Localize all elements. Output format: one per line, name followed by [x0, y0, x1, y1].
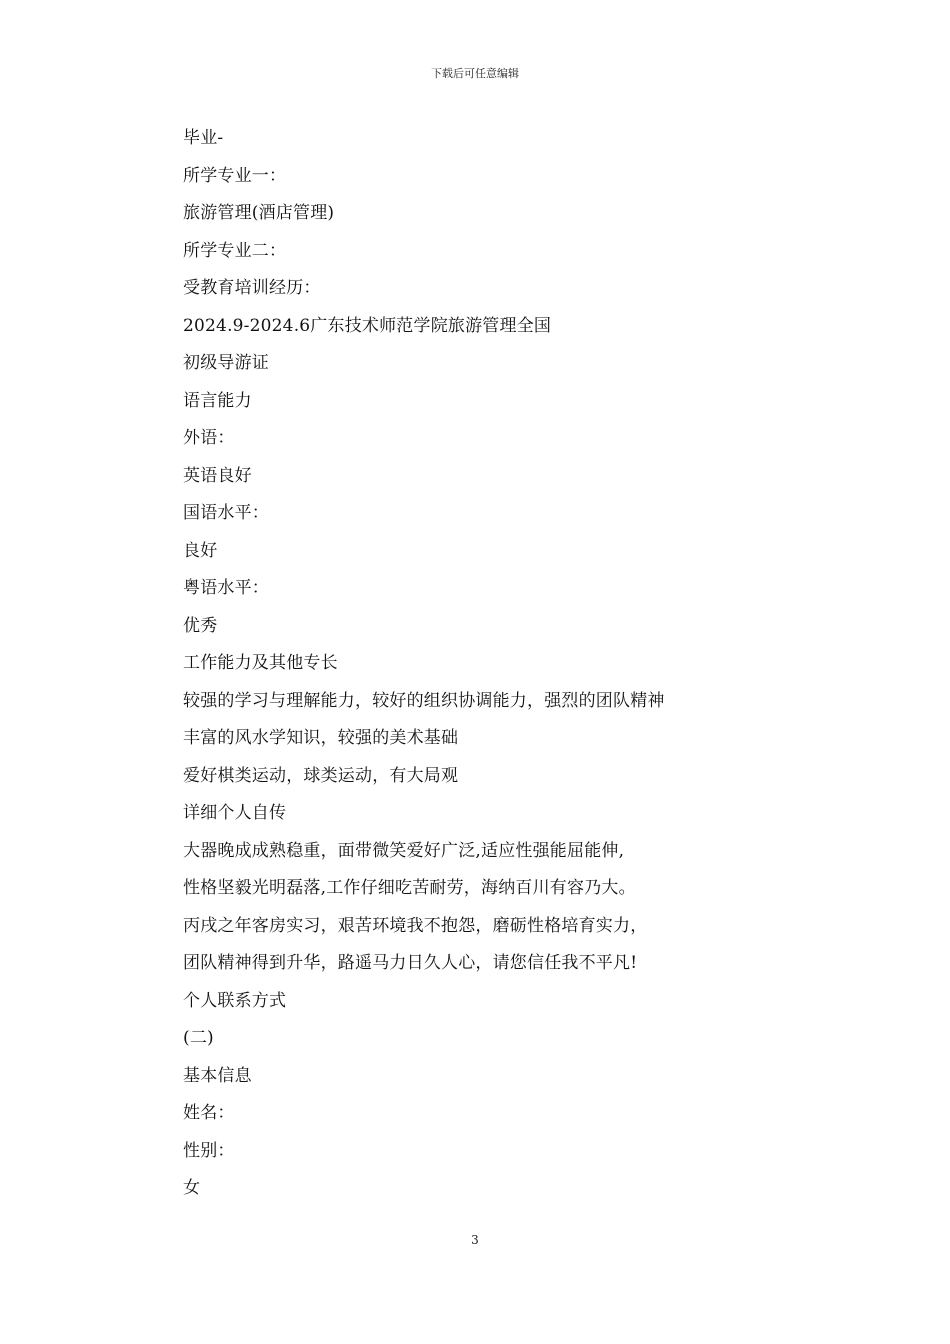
page-header: 下载后可任意编辑 — [431, 67, 519, 80]
text-line: 语言能力 — [183, 390, 252, 411]
text-line: 优秀 — [183, 615, 218, 636]
text-line: 团队精神得到升华，路遥马力日久人心，请您信任我不平凡! — [183, 953, 638, 973]
text-line: 旅游管理(酒店管理) — [183, 203, 335, 223]
text-line: 受教育培训经历： — [183, 278, 321, 298]
text-line: 较强的学习与理解能力，较好的组织协调能力，强烈的团队精神 — [183, 690, 665, 711]
text-line: 丙戌之年客房实习，艰苦环境我不抱怨，磨砺性格培育实力， — [183, 915, 648, 936]
text-line: 大器晚成成熟稳重，面带微笑爱好广泛,适应性强能屈能伸, — [183, 840, 625, 861]
text-line: 所学专业一： — [183, 165, 287, 186]
text-line: 丰富的风水学知识，较强的美术基础 — [183, 728, 459, 748]
text-line: 毕业- — [183, 128, 224, 148]
text-line: 基本信息 — [183, 1065, 252, 1086]
text-line: 国语水平： — [183, 503, 269, 523]
text-line: 初级导游证 — [183, 353, 269, 373]
document-body — [183, 120, 823, 1208]
text-line: 性格坚毅光明磊落,工作仔细吃苦耐劳，海纳百川有容乃大。 — [183, 878, 636, 898]
text-line: 良好 — [183, 540, 218, 561]
text-line: 性别： — [183, 1140, 235, 1161]
text-line: 个人联系方式 — [183, 990, 287, 1011]
text-line: 2024.9-2024.6广东技术师范学院旅游管理全国 — [183, 315, 552, 336]
text-line: 爱好棋类运动，球类运动，有大局观 — [183, 765, 459, 786]
text-line: 女 — [183, 1178, 201, 1198]
page-number: 3 — [471, 1233, 479, 1247]
text-line: (二) — [183, 1028, 214, 1048]
text-line: 姓名： — [183, 1103, 235, 1123]
text-line: 粤语水平： — [183, 578, 269, 598]
text-line: 工作能力及其他专长 — [183, 653, 338, 673]
text-line: 英语良好 — [183, 465, 252, 486]
text-line: 外语： — [183, 428, 235, 448]
text-line: 详细个人自传 — [183, 803, 287, 823]
text-line: 所学专业二： — [183, 240, 287, 261]
